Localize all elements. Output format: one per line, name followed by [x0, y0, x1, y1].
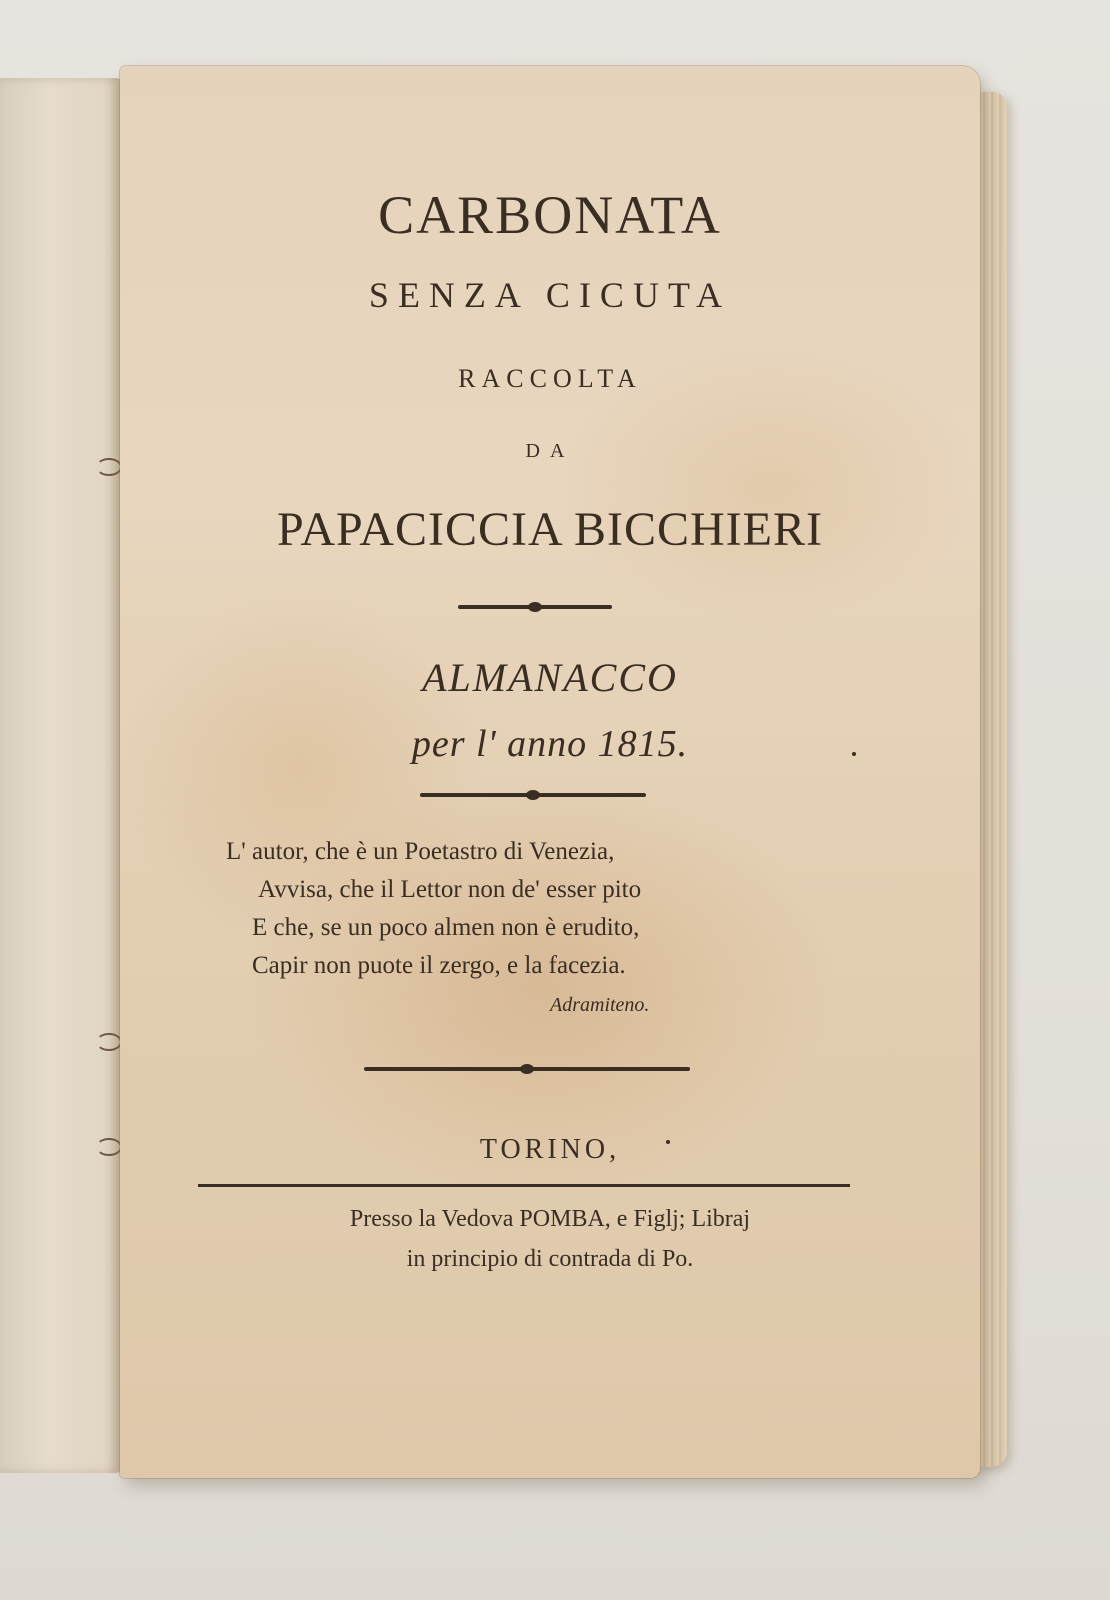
left-cover-leaf [0, 78, 122, 1473]
ornamental-rule [458, 605, 612, 609]
author-name: PAPACICCIA BICCHIERI [277, 503, 823, 556]
title-da: DA [525, 440, 575, 462]
imprint-city: TORINO, [479, 1134, 621, 1165]
binding-stitch [96, 1138, 122, 1156]
binding-stitch [96, 458, 122, 476]
epigraph-line: L' autor, che è un Poetastro di Venezia, [226, 838, 615, 865]
epigraph-signature: Adramiteno. [550, 994, 650, 1016]
ink-speck [666, 1140, 670, 1144]
title-page [120, 66, 980, 1478]
almanac-heading: ALMANACCO [422, 655, 678, 700]
ornamental-rule [420, 793, 646, 797]
ink-speck [852, 752, 856, 756]
epigraph-line: Avvisa, che il Lettor non de' esser pito [258, 876, 642, 903]
imprint-publisher: Presso la Vedova POMBA, e Figlj; Libraj [349, 1206, 751, 1232]
title-senza-cicuta: SENZA CICUTA [368, 275, 732, 315]
almanac-year: per l' anno 1815. [411, 723, 689, 765]
ornamental-rule [364, 1067, 690, 1071]
imprint-address: in principio di contrada di Po. [406, 1246, 694, 1272]
title-raccolta: RACCOLTA [458, 364, 642, 393]
epigraph-line: E che, se un poco almen non è erudito, [252, 914, 640, 941]
title-carbonata: CARBONATA [378, 185, 722, 245]
binding-stitch [96, 1033, 122, 1051]
imprint-rule [198, 1184, 850, 1187]
epigraph-line: Capir non puote il zergo, e la facezia. [252, 952, 626, 979]
